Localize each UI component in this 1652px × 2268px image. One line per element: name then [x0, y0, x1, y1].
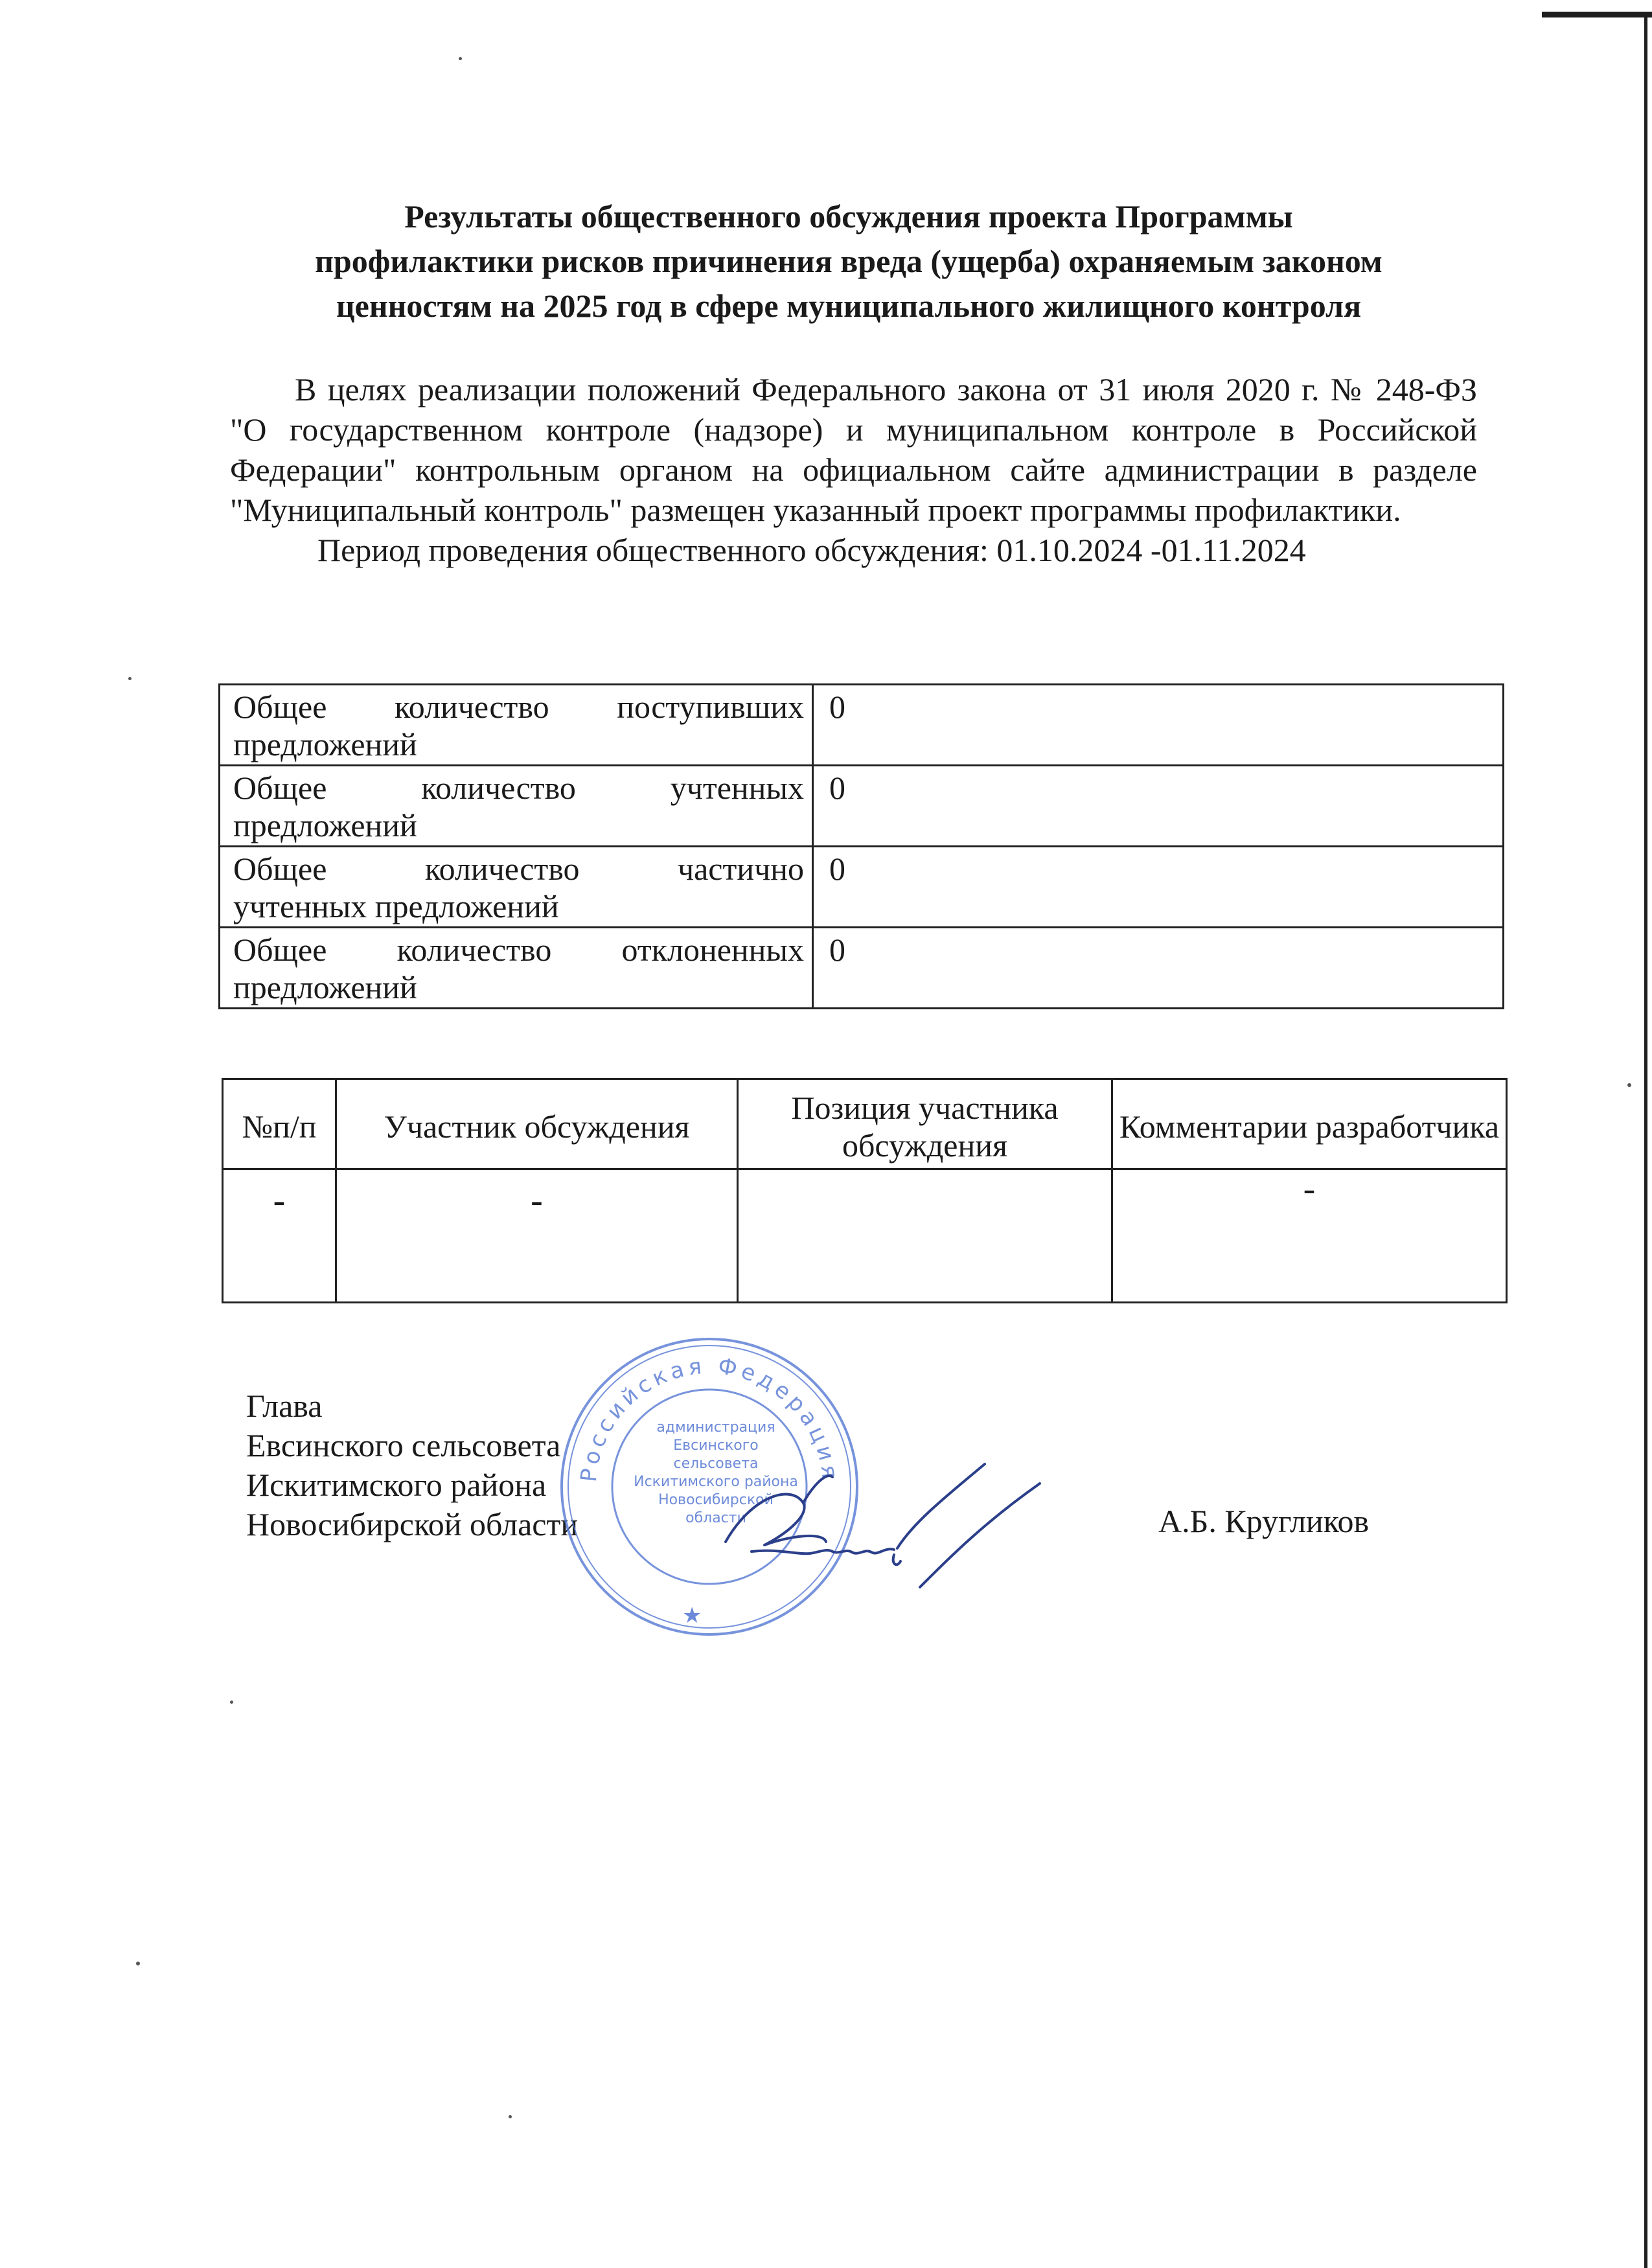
position-line: Глава [246, 1388, 323, 1424]
document-title [214, 194, 1484, 328]
summary-label [220, 685, 813, 766]
handwritten-signature [713, 1458, 1050, 1620]
scan-edge-top [1542, 12, 1652, 17]
position-line: Искитимского района [246, 1467, 547, 1503]
scan-edge-right [1644, 12, 1647, 2268]
participants-header-row [223, 1079, 1507, 1169]
summary-label-last: предложений [233, 969, 417, 1005]
summary-row [220, 685, 1504, 766]
stamp-inner-line: Новосибирской [658, 1492, 774, 1508]
cell-comment: - [1112, 1169, 1507, 1303]
header-participant: Участник обсуждения [336, 1079, 738, 1169]
summary-label [220, 766, 813, 847]
summary-label [220, 847, 813, 928]
stamp-inner-line: администрация [656, 1419, 775, 1436]
scan-speck [459, 57, 462, 60]
stamp-inner-line: сельсовета [673, 1456, 759, 1472]
title-line: ценностям на 2025 год в сфере муниципального жилищного контроля [336, 288, 1362, 324]
summary-value: 0 [813, 766, 1504, 847]
summary-value: 0 [813, 685, 1504, 766]
table-row [223, 1169, 1507, 1303]
signatory-position [246, 1386, 578, 1544]
header-position: Позиция участника обсуждения [738, 1079, 1112, 1169]
title-line: профилактики рисков причинения вреда (ущерба) охраняемым законом [315, 243, 1382, 279]
intro-section [230, 369, 1477, 570]
summary-label-last: учтенных предложений [233, 888, 559, 924]
summary-label-main: Общее количество учтенных [233, 770, 804, 806]
summary-label-main: Общее количество поступивших [233, 689, 804, 725]
summary-row [220, 766, 1504, 847]
position-line: Евсинского сельсовета [246, 1427, 561, 1463]
header-comment: Комментарии разработчика [1112, 1079, 1507, 1169]
participants-table [222, 1078, 1508, 1303]
summary-label [220, 928, 813, 1009]
stamp-star-icon: ★ [682, 1603, 702, 1629]
summary-label-main: Общее количество отклоненных [233, 932, 804, 968]
header-number: №п/п [223, 1079, 336, 1169]
discussion-period: Период проведения общественного обсуждения: 01.10.2024 -01.11.2024 [317, 532, 1306, 568]
summary-table [218, 683, 1504, 1009]
position-line: Новосибирской области [246, 1506, 579, 1542]
stamp-inner-line: Искитимского района [634, 1474, 798, 1490]
title-line: Результаты общественного обсуждения проекта Программы [404, 198, 1293, 235]
summary-row [220, 847, 1504, 928]
scan-speck [509, 2115, 512, 2118]
stamp-outer-text: Российская Федерация [575, 1353, 843, 1483]
cell-participant: - [336, 1169, 738, 1303]
stamp-inner-line: Евсинского [673, 1438, 759, 1454]
cell-number: - [223, 1169, 336, 1303]
signer-name: А.Б. Кругликов [1158, 1503, 1370, 1539]
scan-speck [128, 677, 132, 680]
summary-label-last: предложений [233, 726, 417, 762]
scan-speck [136, 1962, 140, 1965]
summary-value: 0 [813, 928, 1504, 1009]
stamp-inner-line: области [685, 1510, 746, 1526]
summary-label-main: Общее количество частично [233, 851, 804, 887]
summary-label-last: предложений [233, 807, 417, 843]
summary-value: 0 [813, 847, 1504, 928]
scan-speck [230, 1701, 233, 1704]
cell-position [738, 1169, 1112, 1303]
summary-row [220, 928, 1504, 1009]
intro-paragraph: В целях реализации положений Федерального закона от 31 июля 2020 г. № 248-ФЗ "О государственном контроле (надзоре) и муниципальном контроле в Российской Федерации" контрольным органом на официальном сайте администрации в разделе "Муниципальный контроль" размещен указанный проект программы профилактики. [230, 371, 1477, 528]
scan-speck [1627, 1083, 1631, 1087]
